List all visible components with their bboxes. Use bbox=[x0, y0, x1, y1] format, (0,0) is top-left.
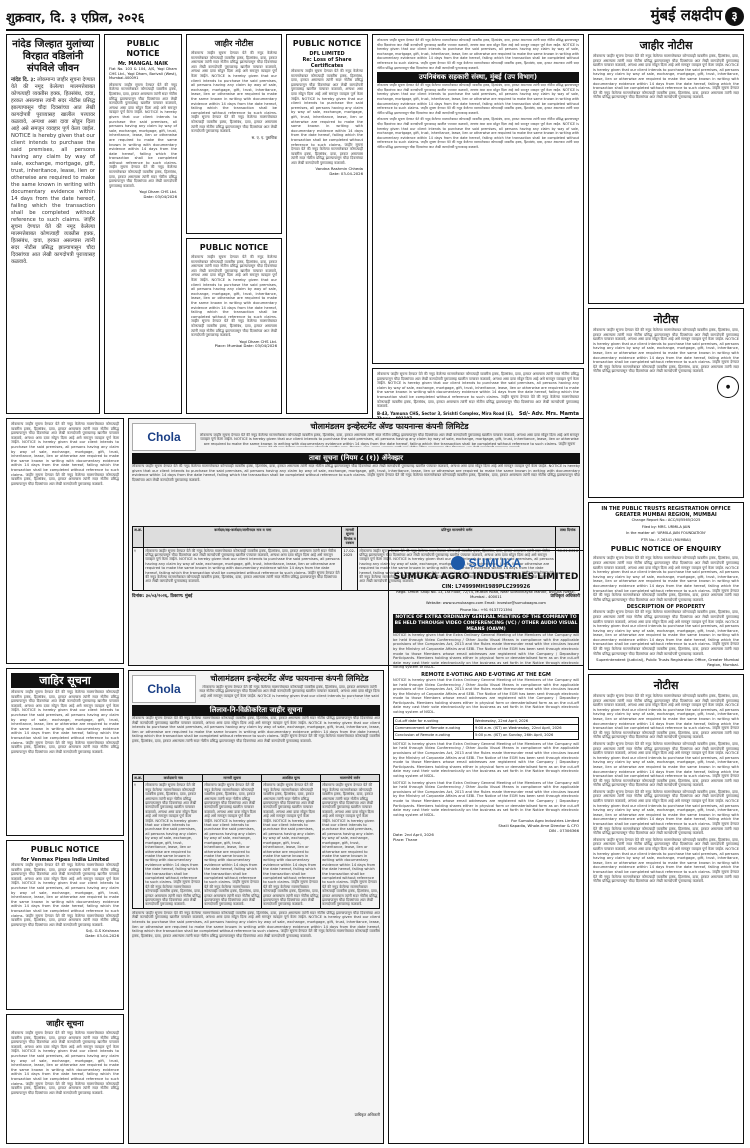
advocate-signature: Sd/- Adv. Mrs. Mamta bbox=[518, 410, 579, 417]
evoting-label: Conclusion of Remote e-voting bbox=[394, 732, 474, 739]
chola-notice-title: लिलाव-नि-विक्रीकरिता जाहीर सूचना bbox=[132, 705, 380, 716]
evoting-value: 9:00 a.m. (IST) on Wednesday, 22nd April, 2026 bbox=[474, 725, 579, 732]
notice-body bbox=[593, 54, 739, 100]
jahir-notice-marathi bbox=[186, 34, 282, 234]
notice-right-3 bbox=[588, 674, 744, 1144]
notice-signature: Superintendent (Judicial), Public Trusts Registration Office, Greater Mumbai Region, Mumbai. bbox=[596, 657, 739, 667]
jahir-suchana-left-2 bbox=[6, 1014, 124, 1144]
chola-signature: प्राधिकृत अधिकारी bbox=[550, 593, 580, 599]
notice-advocate: स. ए. ए. पुराणिक bbox=[251, 134, 277, 140]
company-phone: Phone No.: +91 9137721394 bbox=[459, 607, 513, 612]
sumuka-sign-name: Shaili Kapadia, Whole-time Director & CFO bbox=[498, 822, 579, 828]
notice-body bbox=[11, 690, 119, 754]
nanded-byline: नांदेड दि. ३: bbox=[11, 77, 36, 83]
notice-signature: Yogi Dham CHS Ltd. bbox=[139, 189, 177, 195]
notice-title: जाहिर सूचना bbox=[11, 673, 119, 688]
sumuka-place: Place: Thane bbox=[393, 836, 418, 842]
evoting-body-2 bbox=[393, 742, 579, 779]
evoting-table bbox=[393, 717, 579, 740]
notice-body bbox=[593, 694, 739, 740]
chola-notice-body bbox=[132, 716, 380, 772]
paper-title: मुंबई लक्षदीप bbox=[650, 6, 722, 24]
sumuka-logo-icon bbox=[451, 556, 465, 570]
chola-notice-body bbox=[132, 464, 580, 524]
evoting-label: Cut-off date for e-voting bbox=[394, 717, 474, 724]
notice-body-4 bbox=[593, 838, 739, 884]
public-notice-yogidham-2 bbox=[186, 238, 282, 414]
notice-signature: Sd/- G.S Krishnan bbox=[85, 928, 119, 934]
notice-body-2 bbox=[593, 742, 739, 788]
chola-auction-table: अ.क्र. कर्जदाराचे नाव मागणी सूचना आरक्षित मूल्य मालमत्तेचे वर्णन १ लोकमान्य जाहीर सूचना देण्यात येते की नमूद केलेल्या मालमत्तेबाबत कोणत्याही व्यक्तीस हक्क, हितसंबंध, दावा, हरकत असल्यास त्यांनी सदर नोटीस प्रसिद्ध झाल्यापासून चौदा दिवसांच्या आत लेखी कागदोपत्री पुराव्यासह खालील पत्त्यावर कळवावे, अन्यथा असा दावा सोडून दिला आहे असे समजून व्यवहार पूर्ण केला जाईल. NOTICE is hereby given that our client intends to purchase the said premises, all persons having any claim by way of sale, exchange, mortgage, gift, trust, inheritance, lease, lien or otherwise are required to make the same known in writing with documentary evidence within 14 days from the date hereof, failing which the transaction shall be completed without reference to such claims. जाहीर सूचना देण्यात येते की नमूद केलेल्या मालमत्तेबाबत कोणत्याही व्यक्तीस हक्क, हितसंबंध, दावा, हरकत असल्यास त्यांनी सदर नोटीस प्रसिद्ध झाल्यापासून चौदा दिवसांच्या आत लेखी कागदोपत्री पुराव्यासह कळवावे. लोकमान्य जाहीर सूचना देण्यात येते की नमूद केलेल्या मालमत्तेबाबत कोणत्याही व्यक्तीस हक्क, हितसंबंध, दावा, हरकत असल्यास त्यांनी सदर नोटीस प्रसिद्ध झाल्यापासून चौदा दिवसांच्या आत लेखी कागदोपत्री पुराव्यासह खालील पत्त्यावर कळवावे, अन्यथा असा दावा सोडून दिला आहे असे समजून व्यवहार पूर्ण केला जाईल. NOTICE is hereby given that our client intends to purchase the said premises, all persons having any claim by way of sale, exchange, mortgage, gift, trust, inheritance, lease, lien or otherwise are required to make the same known in writing with documentary evidence within 14 days from the date hereof, failing which the transaction shall be completed without reference to such claims. जाहीर सूचना देण्यात येते की नमूद केलेल्या मालमत्तेबाबत कोणत्याही व्यक्तीस हक्क, हितसंबंध, दावा, हरकत असल्यास त्यांनी सदर नोटीस प्रसिद्ध झाल्यापासून चौदा दिवसांच्या आत लेखी कागदोपत्री पुराव्यासह कळवावे. लोकमान्य जाहीर सूचना देण्यात येते की नमूद केलेल्या मालमत्तेबाबत कोणत्याही व्यक्तीस हक्क, हितसंबंध, दावा, हरकत असल्यास त्यांनी सदर नोटीस प्रसिद्ध झाल्यापासून चौदा दिवसांच्या आत लेखी कागदोपत्री पुराव्यासह खालील पत्त्यावर कळवावे, अन्यथा असा दावा सोडून दिला आहे असे समजून व्यवहार पूर्ण केला जाईल. NOTICE is hereby given that our client intends to purchase the said premises, all persons having any claim by way of sale, exchange, mortgage, gift, trust, inheritance, lease, lien or otherwise are required to make the same known in writing with documentary evidence within 14 days from the date hereof, failing which the transaction shall be completed without reference to such claims. जाहीर सूचना देण्यात येते की नमूद केलेल्या मालमत्तेबाबत कोणत्याही व्यक्तीस हक्क, हितसंबंध, दावा, हरकत असल्यास त्यांनी सदर नोटीस प्रसिद्ध झाल्यापासून चौदा दिवसांच्या आत लेखी कागदोपत्री पुराव्यासह कळवावे. लोकमान्य जाहीर सूचना देण्यात येते की नमूद केलेल्या मालमत्तेबाबत कोणत्याही व्यक्तीस हक्क, हितसंबंध, दावा, हरकत असल्यास त्यांनी सदर नोटीस प्रसिद्ध झाल्यापासून चौदा दिवसांच्या आत लेखी कागदोपत्री पुराव्यासह खालील पत्त्यावर कळवावे, अन्यथा असा दावा सोडून दिला आहे असे समजून व्यवहार पूर्ण केला जाईल. NOTICE is hereby given that our client intends to purchase the said premises, all persons having any claim by way of sale, exchange, mortgage, gift, trust, inheritance, lease, lien or otherwise are required to make the same known in writing with documentary evidence within 14 days from the date hereof, failing which the transaction shall be completed without reference to such claims. जाहीर सूचना देण्यात येते की नमूद केलेल्या मालमत्तेबाबत कोणत्याही व्यक्तीस हक्क, हितसंबंध, दावा, हरकत असल्यास त्यांनी सदर नोटीस प्रसिद्ध झाल्यापासून चौदा दिवसांच्या आत लेखी कागदोपत्री पुराव्यासह कळवावे. bbox=[132, 774, 380, 909]
notice-date: Place: Mumbai Date: 03/04/2026 bbox=[214, 343, 277, 349]
header-date: शुक्रवार, दि. ३ एप्रिल, २०२६ bbox=[6, 11, 145, 26]
notice-body bbox=[11, 422, 119, 486]
notice-title: जाहीर नोटीस bbox=[214, 39, 254, 48]
page-number: ३ bbox=[725, 7, 744, 26]
notice-date: Date: 03-04-2026 bbox=[85, 932, 119, 938]
notice-subject: Re: Loss of Share Certificates bbox=[302, 57, 352, 69]
evoting-value: Wednesday, 22nd April, 2026 bbox=[474, 717, 579, 724]
remote-evoting-title: REMOTE E-VOTING AND E-VOTING AT THE EGM bbox=[421, 671, 551, 678]
notice-signature: Vandna Rashmin Chheda bbox=[315, 166, 363, 172]
chola-company-name: चोलामंडलम इन्व्हेस्टमेंट ॲण्ड फायनान्स कंपनी लिमिटेड bbox=[210, 674, 369, 683]
filed-by: Filed by: MRS. URMILA JAIN bbox=[641, 524, 691, 529]
evoting-label: Commencement of Remote e-voting bbox=[394, 725, 474, 732]
egm-notice-title: NOTICE OF EXTRA ORDINARY GENERAL MEETING OF THE COMPANY TO BE HELD THROUGH VIDEO CONFERENCING (VC) / OTHER AUDIO VISUAL MEANS (OAVM) bbox=[394, 615, 578, 632]
notice-headline: उपनिबंधक सहकारी संस्था, मुंबई (उप विभाग) bbox=[377, 72, 579, 83]
notice-body bbox=[11, 863, 119, 927]
notice-title: PUBLIC NOTICE OF ENQUIRY bbox=[610, 545, 722, 554]
chola-address bbox=[199, 685, 380, 699]
company-name: DFL LIMITED bbox=[309, 51, 345, 57]
notice-body bbox=[593, 556, 739, 602]
notice-body bbox=[191, 255, 277, 338]
evoting-row bbox=[394, 732, 579, 739]
public-notice-yogidham bbox=[104, 34, 182, 414]
lost-share-notice bbox=[6, 840, 124, 1010]
chola-logo: Chola bbox=[132, 423, 196, 451]
chola-notice-title: ताबा सूचना (नियम ८ (१)) ॲनेक्झर bbox=[132, 453, 580, 464]
notice-sub: for Venmax Pipes India Limited bbox=[21, 857, 109, 863]
notice-body-2 bbox=[377, 117, 579, 149]
chola-table: अ.क्र. कर्जदार/सह-कर्जदार/जामीनदार नाव व पत्ता मागणी सूचना दिनांक व रक्कम प्रतिभूत मालमत्तेचे वर्णन ताबा दिनांक १ लोकमान्य जाहीर सूचना देण्यात येते की नमूद केलेल्या मालमत्तेबाबत कोणत्याही व्यक्तीस हक्क, हितसंबंध, दावा, हरकत असल्यास त्यांनी सदर नोटीस प्रसिद्ध झाल्यापासून चौदा दिवसांच्या आत लेखी कागदोपत्री पुराव्यासह खालील पत्त्यावर कळवावे, अन्यथा असा दावा सोडून दिला आहे असे समजून व्यवहार पूर्ण केला जाईल. NOTICE is hereby given that our client intends to purchase the said premises, all persons having any claim by way of sale, exchange, mortgage, gift, trust, inheritance, lease, lien or otherwise are required to make the same known in writing with documentary evidence within 14 days from the date hereof, failing which the transaction shall be completed without reference to such claims. जाहीर सूचना देण्यात येते की नमूद केलेल्या मालमत्तेबाबत कोणत्याही व्यक्तीस हक्क, हितसंबंध, दावा, हरकत असल्यास त्यांनी सदर नोटीस प्रसिद्ध झाल्यापासून चौदा दिवसांच्या आत लेखी कागदोपत्री पुराव्यासह कळवावे. 17-02-2025 लोकमान्य जाहीर सूचना देण्यात येते की नमूद केलेल्या मालमत्तेबाबत कोणत्याही व्यक्तीस हक्क, हितसंबंध, दावा, हरकत असल्यास त्यांनी सदर नोटीस प्रसिद्ध झाल्यापासून चौदा दिवसांच्या आत लेखी कागदोपत्री पुराव्यासह खालील पत्त्यावर कळवावे, अन्यथा असा दावा सोडून दिला आहे असे समजून व्यवहार पूर्ण केला जाईल. NOTICE is hereby given that our client intends to purchase the said premises, all persons having any claim by way of sale, exchange, mortgage, gift, trust, inheritance, lease, lien or otherwise are required to make the same known in writing with documentary evidence within 14 days from the date hereof, failing which the transaction shall be completed without reference to such claims. जाहीर सूचना देण्यात येते की नमूद केलेल्या मालमत्तेबाबत कोणत्याही व्यक्तीस हक्क, हितसंबंध, दावा, हरकत असल्यास त्यांनी सदर नोटीस प्रसिद्ध झाल्यापासून चौदा दिवसांच्या आत लेखी कागदोपत्री पुराव्यासह कळवावे. 30.01.2026 bbox=[132, 526, 580, 591]
chola-date: दिनांक: ३०/०३/२०२६, ठिकाण: मुंबई bbox=[132, 593, 193, 599]
notice-title: जाहीर नोटीस bbox=[639, 39, 693, 52]
egm-body bbox=[393, 633, 579, 670]
chola-logo: Chola bbox=[132, 675, 196, 703]
notice-body bbox=[377, 83, 579, 115]
evoting-row bbox=[394, 717, 579, 724]
seal-stamp: ● bbox=[717, 376, 739, 398]
notice-right-2 bbox=[588, 308, 744, 498]
evoting-body-3 bbox=[393, 781, 579, 818]
nanded-news-article bbox=[6, 34, 100, 414]
sumuka-logo: SUMUKA bbox=[393, 556, 579, 570]
schedule-title: DESCRIPTION OF PROPERTY bbox=[626, 604, 706, 611]
ptr-no: PTR No.: F-26341 (MUMBAI) bbox=[641, 537, 691, 542]
header-paper-name bbox=[651, 5, 744, 26]
company-reg-office: Regd. Office: Shop No. 13, 1st Floor, 72/74, Mutton Road, Near Sidhivinayak Mandir, Byculla (West), Mumbai - 400011 bbox=[396, 590, 576, 599]
schedule-body bbox=[593, 610, 739, 656]
sumuka-din: DIN - 07306366 bbox=[549, 827, 579, 833]
evoting-value: 5:00 p.m. (IST) on Sunday, 26th April, 2026 bbox=[474, 732, 579, 739]
public-notice-marathi-1 bbox=[6, 418, 124, 664]
notice-body bbox=[109, 83, 177, 189]
registration-sub: GREATER MUMBAI REGION, MUMBAI bbox=[615, 512, 717, 518]
chola-address bbox=[199, 433, 580, 447]
company-web: Website: www.sumukaagro.com Email: investor@sumukaagro.com bbox=[426, 601, 546, 606]
evoting-body bbox=[393, 678, 579, 715]
sumuka-sign: For Sumuka Agro Industries Limited bbox=[511, 818, 579, 824]
nanded-headline: नांदेड जिल्हात मुलांच्या विरहात वडिलांनी संपविले जीवन bbox=[12, 39, 94, 74]
notice-title: PUBLIC NOTICE bbox=[30, 845, 100, 854]
chola-terms bbox=[132, 911, 380, 1111]
company-name: SUMUKA AGRO INDUSTRIES LIMITED bbox=[393, 572, 579, 582]
change-report: Change Report No.: ACC/III/5565/2025 bbox=[631, 518, 701, 522]
notice-title: नोटीस bbox=[653, 679, 679, 692]
nanded-body bbox=[11, 77, 95, 266]
chola-auction-notice bbox=[128, 670, 384, 1144]
dfl-public-notice bbox=[286, 34, 368, 414]
sumuka-egm-notice bbox=[388, 550, 584, 1144]
notice-body-3 bbox=[593, 790, 739, 836]
jahir-notice-right bbox=[588, 34, 744, 304]
notice-body-top bbox=[377, 38, 579, 70]
chola-company-name: चोलामंडलम इन्व्हेस्टमेंट ॲण्ड फायनान्स कंपनी लिमिटेड bbox=[310, 422, 469, 431]
sub-registrar-notice bbox=[372, 34, 584, 364]
advocate-address: B-43, Yamuna CHS, Sector 3, Srishti Complex, Mira Road (E), bbox=[377, 410, 514, 416]
notice-date: Date: 03/04/2026 bbox=[143, 194, 177, 200]
notice-flat: Flat No. 103 & 104, A/S, Yogi Dham CHS Ltd., Yogi Dham, Borivali (West), Mumbai-400091 bbox=[109, 67, 177, 81]
notice-body bbox=[291, 69, 363, 165]
notice-title: PUBLIC NOTICE bbox=[126, 39, 160, 58]
chola-signature: प्राधिकृत अधिकारी bbox=[354, 1111, 380, 1117]
matter-of: In the matter of: 'URMILA JAIN FOUNDATION' bbox=[626, 531, 706, 536]
notice-signature: Yogi Dham CHS Ltd. bbox=[239, 338, 277, 344]
notice-title: PUBLIC NOTICE bbox=[199, 243, 269, 252]
sumuka-date: Date: 2nd April, 2026 bbox=[393, 832, 434, 838]
notice-date: Date: 03-04-2026 bbox=[329, 171, 363, 177]
evoting-row bbox=[394, 725, 579, 732]
company-cin: CIN: L74999MH1989PLC299926 bbox=[441, 584, 531, 590]
notice-name: Mr. MANGAL NAIK bbox=[117, 61, 169, 67]
jahir-suchana-left bbox=[6, 668, 124, 836]
page-header bbox=[6, 3, 744, 31]
notice-title: नोटीस bbox=[653, 313, 679, 326]
notice-title: PUBLIC NOTICE bbox=[292, 39, 362, 48]
notice-body bbox=[593, 328, 739, 374]
notice-body bbox=[11, 1031, 119, 1095]
registration-office: IN THE PUBLIC TRUSTS REGISTRATION OFFICE bbox=[601, 506, 731, 512]
notice-body bbox=[377, 372, 579, 409]
notice-title: जाहीर सूचना bbox=[46, 1019, 84, 1028]
notice-body bbox=[191, 51, 277, 134]
public-trusts-notice bbox=[588, 502, 744, 670]
